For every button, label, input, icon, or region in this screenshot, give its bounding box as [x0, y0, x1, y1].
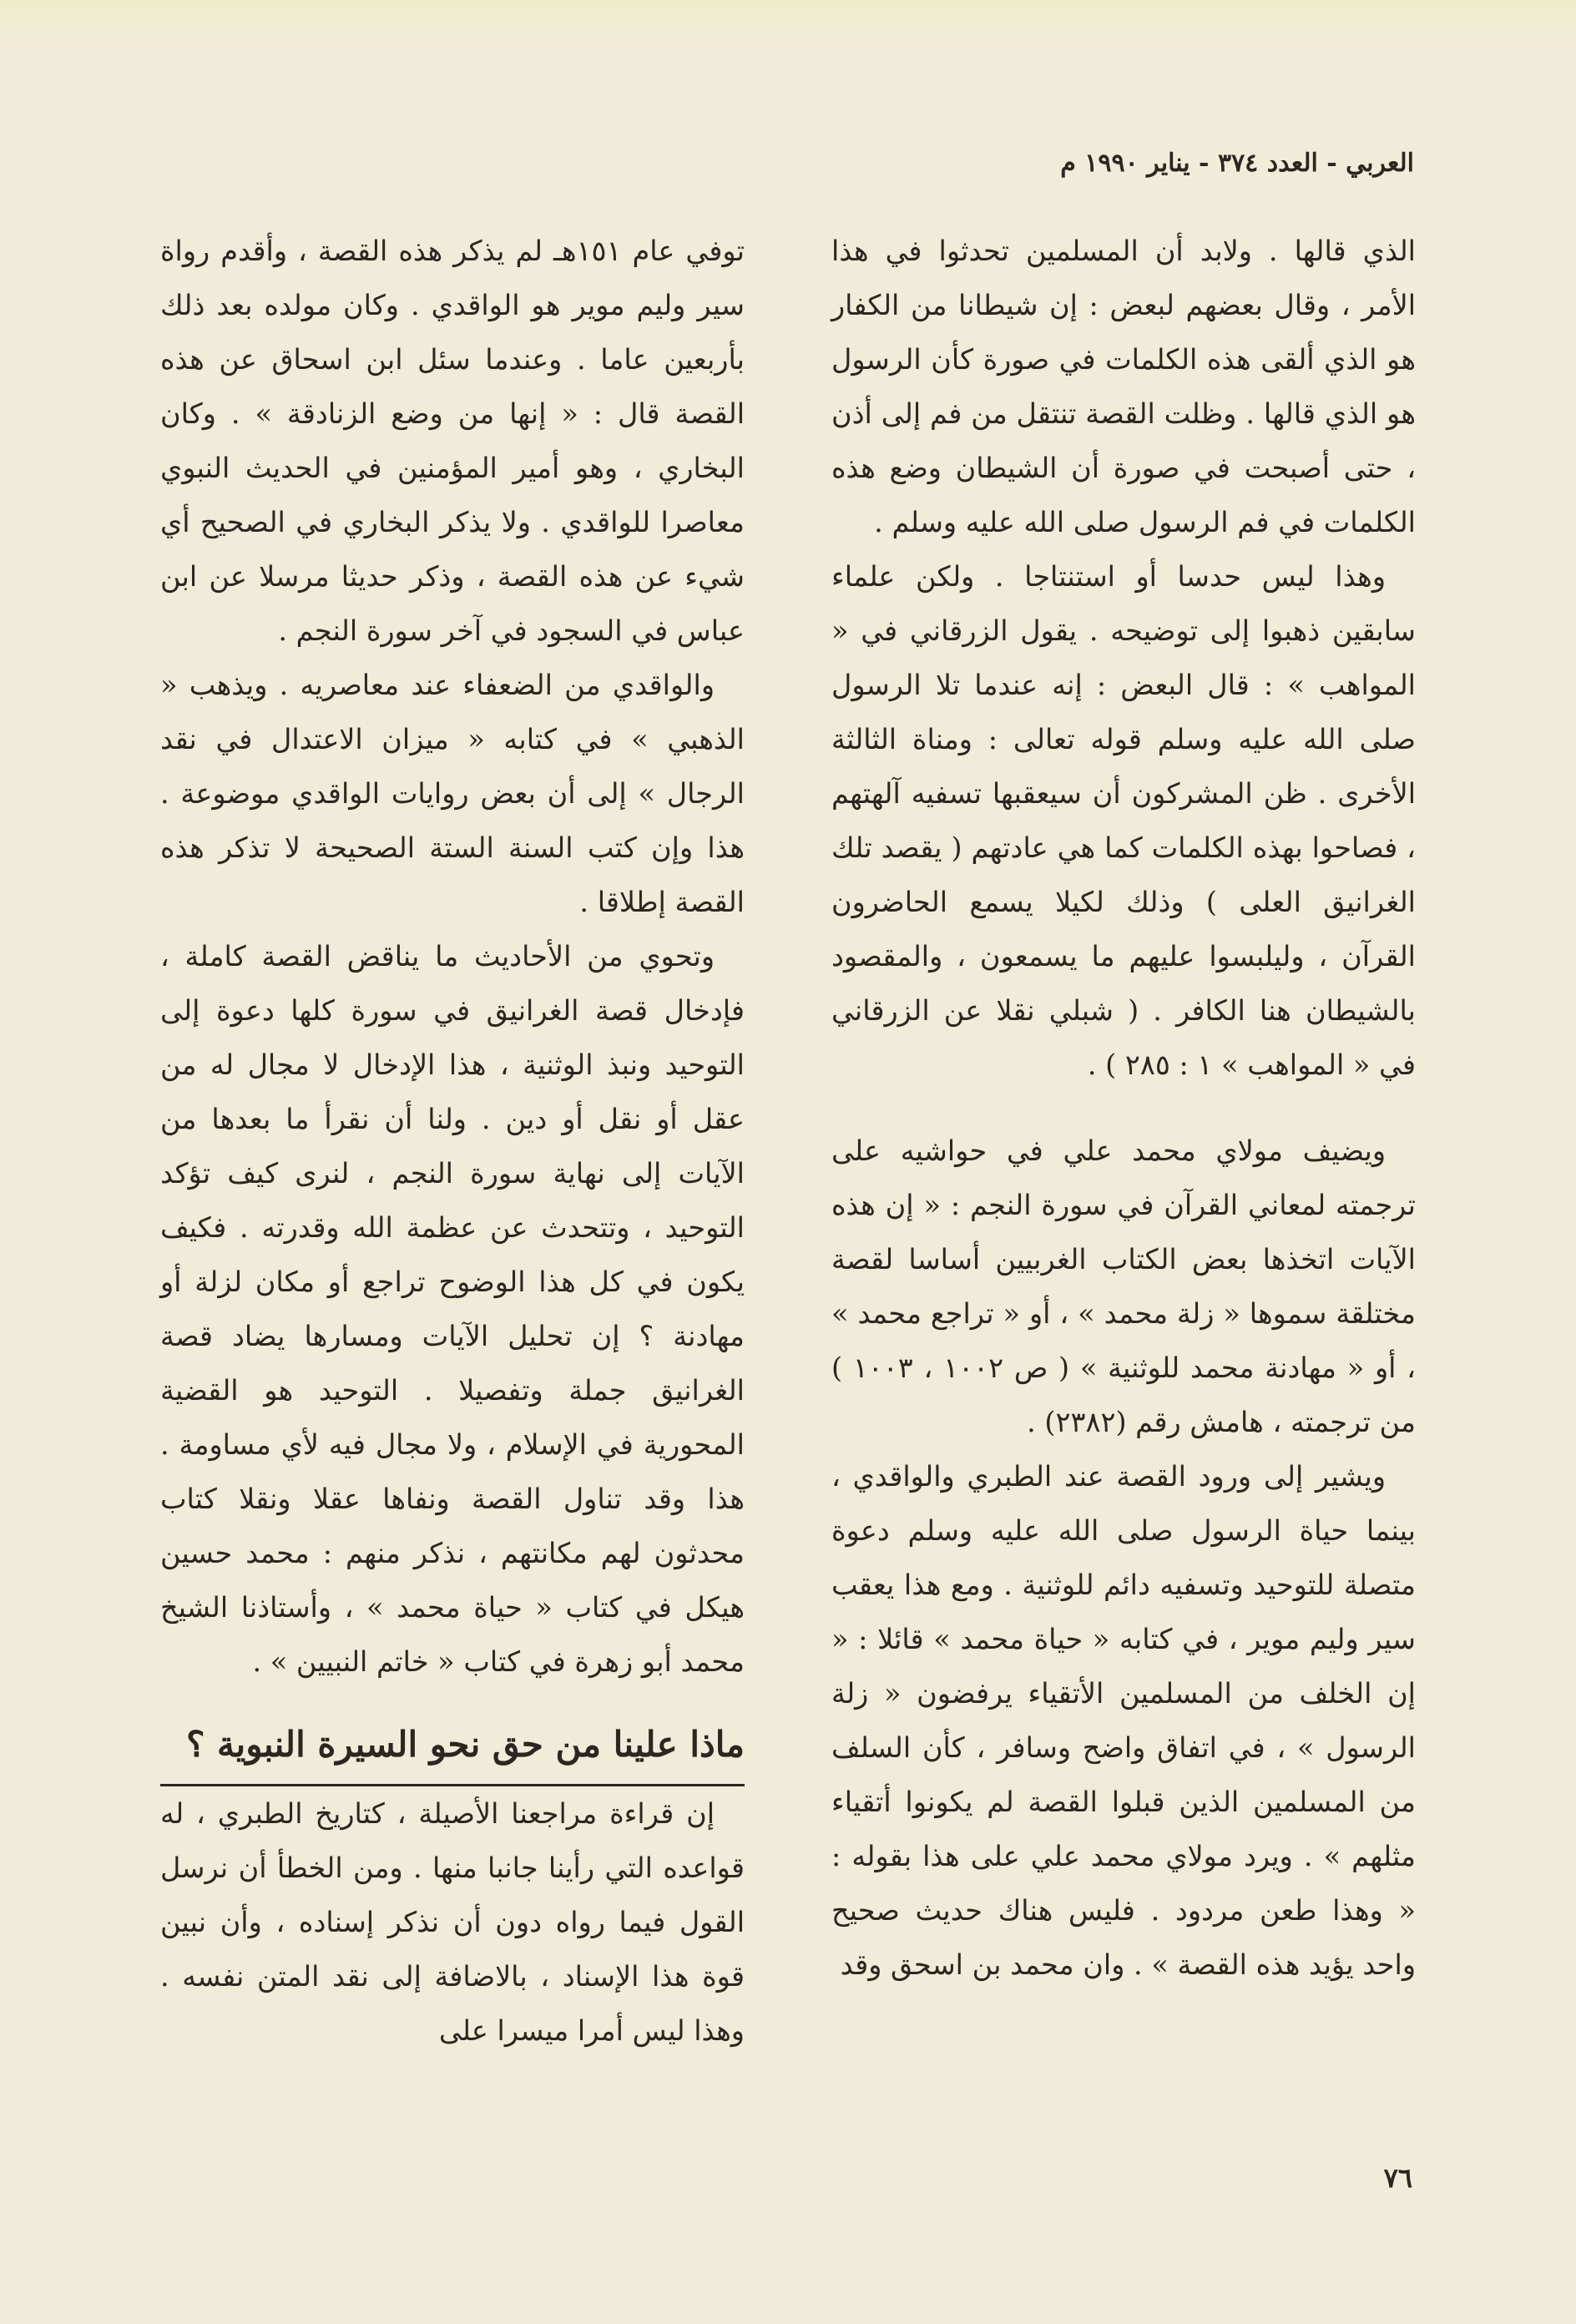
paragraph: توفي عام ١٥١هـ لم يذكر هذه القصة ، وأقدم رواة سير وليم موير هو الواقدي . وكان مولده بعد ذلك بأربعين عاما . وعندما سئل ابن اسحاق عن هذه القصة قال : « إنها من وضع الزنادقة » . وكان البخاري ، وهو أمير المؤمنين في الحديث النبوي معاصرا للواقدي . ولا يذكر البخاري في الصحيح أي شيء عن هذه القصة ، وذكر حديثا مرسلا عن ابن عباس في السجود في آخر سورة النجم . [160, 235, 745, 647]
paragraph: وتحوي من الأحاديث ما يناقض القصة كاملة ، فإدخال قصة الغرانيق في سورة كلها دعوة إلى التوحيد ونبذ الوثنية ، هذا الإدخال لا مجال له من عقل أو نقل أو دين . ولنا أن نقرأ ما بعدها من الآيات إلى نهاية سورة النجم ، لنرى كيف تؤكد التوحيد ، وتتحدث عن عظمة الله وقدرته . فكيف يكون في كل هذا الوضوح تراجع أو مكان لزلة أو مهادنة ؟ إن تحليل الآيات ومسارها يضاد قصة الغرانيق جملة وتفصيلا . التوحيد هو القضية المحورية في الإسلام ، ولا مجال فيه لأي مساومة . هذا وقد تناول القصة ونفاها عقلا ونقلا كتاب محدثون لهم مكانتهم ، نذكر منهم : محمد حسين هيكل في كتاب « حياة محمد » ، وأستاذنا الشيخ محمد أبو زهرة في كتاب « خاتم النبيين » . [160, 940, 745, 1678]
paragraph: ويضيف مولاي محمد علي في حواشيه على ترجمته لمعاني القرآن في سورة النجم : « إن هذه الآيات اتخذها بعض الكتاب الغربيين أساسا لقصة مختلقة سموها « زلة محمد » ، أو « تراجع محمد » ، أو « مهادنة محمد للوثنية » ( ص ١٠٠٢ ، ١٠٠٣ ) من ترجمته ، هامش رقم (٢٣٨٢) . [831, 1134, 1416, 1438]
paragraph: الذي قالها . ولابد أن المسلمين تحدثوا في هذا الأمر ، وقال بعضهم لبعض : إن شيطانا من الكفار هو الذي ألقى هذه الكلمات في صورة كأن الرسول هو الذي قالها . وظلت القصة تنتقل من فم إلى أذن ، حتى أصبحت في صورة أن الشيطان وضع هذه الكلمات في فم الرسول صلى الله عليه وسلم . [831, 235, 1416, 538]
section-body: إن قراءة مراجعنا الأصيلة ، كتاريخ الطبري ، له قواعده التي رأينا جانبا منها . ومن الخطأ أن نرسل القول فيما رواه دون أن نذكر إسناده ، وأن نبين قوة هذا الإسناد ، بالاضافة إلى نقد المتن نفسه . وهذا ليس أمرا ميسرا على [160, 1797, 745, 2047]
paragraph: والواقدي من الضعفاء عند معاصريه . ويذهب « الذهبي » في كتابه « ميزان الاعتدال في نقد الرجال » إلى أن بعض روايات الواقدي موضوعة . هذا وإن كتب السنة الستة الصحيحة لا تذكر هذه القصة إطلاقا . [160, 669, 745, 918]
right-column [831, 224, 1416, 1992]
page-number: ٧٦ [1383, 2162, 1412, 2194]
running-header: العربي - العدد ٣٧٤ - يناير ١٩٩٠ م [1060, 149, 1414, 178]
paragraph: وهذا ليس حدسا أو استنتاجا . ولكن علماء سابقين ذهبوا إلى توضيحه . يقول الزرقاني في « المواهب » : قال البعض : إنه عندما تلا الرسول صلى الله عليه وسلم قوله تعالى : ومناة الثالثة الأخرى . ظن المشركون أن سيعقبها تسفيه آلهتهم ، فصاحوا بهذه الكلمات كما هي عادتهم ( يقصد تلك الغرانيق العلى ) وذلك لكيلا يسمع الحاضرون القرآن ، وليلبسوا عليهم ما يسمعون ، والمقصود بالشيطان هنا الكافر . ( شبلي نقلا عن الزرقاني في « المواهب » ١ : ٢٨٥ ) . [831, 560, 1416, 1081]
left-column [160, 224, 745, 2058]
paragraph: ويشير إلى ورود القصة عند الطبري والواقدي ، بينما حياة الرسول صلى الله عليه وسلم دعوة متصلة للتوحيد وتسفيه دائم للوثنية . ومع هذا يعقب سير وليم موير ، في كتابه « حياة محمد » قائلا : « إن الخلف من المسلمين الأتقياء يرفضون « زلة الرسول » ، في اتفاق واضح وسافر ، كأن السلف من المسلمين الذين قبلوا القصة لم يكونوا أتقياء مثلهم » . ويرد مولاي محمد علي على هذا بقوله : « وهذا طعن مردود . فليس هناك حديث صحيح واحد يؤيد هذه القصة » . وان محمد بن اسحق وقد [831, 1460, 1416, 1981]
page-top-tint [0, 0, 1576, 50]
section-heading: ماذا علينا من حق نحو السيرة النبوية ؟ [160, 1715, 745, 1786]
